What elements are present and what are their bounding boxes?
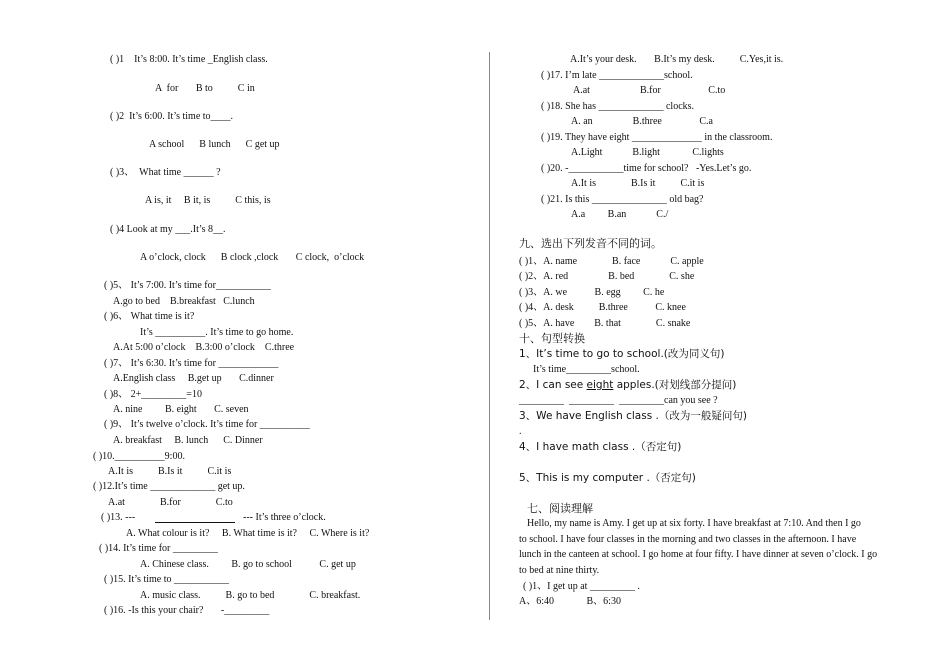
- question-21: ( )21. Is this _______________ old bag?: [541, 194, 704, 205]
- question-10: ( )10.__________9:00.: [93, 451, 185, 462]
- question-6: ( )6、 What time is it?: [104, 311, 195, 322]
- question-12: ( )12.It’s time _____________ get up.: [93, 481, 245, 492]
- question-15-options: A. music class. B. go to bed C. breakfast.: [140, 590, 361, 601]
- question-9-options: A. breakfast B. lunch C. Dinner: [113, 435, 263, 446]
- phonics-3: ( )3、A. we B. egg C. he: [519, 287, 665, 298]
- question-5-options: A.go to bed B.breakfast C.lunch: [113, 296, 255, 307]
- question-16: ( )16. -Is this your chair? -_________: [104, 605, 270, 616]
- reading-paragraph-line-3: lunch in the canteen at school. I go home at four fifty. I have dinner at seven o’clock. I go: [519, 549, 878, 560]
- transform-3: 3、We have English class .（改为一般疑问句): [519, 410, 747, 422]
- question-17-options: A.at B.for C.to: [573, 85, 726, 96]
- column-divider: [489, 52, 490, 620]
- question-3-options: A is, it B it, is C this, is: [145, 195, 271, 206]
- question-6-options: A.At 5:00 o’clock B.3:00 o’clock C.three: [113, 342, 295, 353]
- section-10-title: 十、句型转换: [519, 332, 585, 345]
- question-2: ( )2 It’s 6:00. It’s time to____.: [110, 111, 234, 122]
- question-13-answer: --- It’s three o’clock.: [243, 512, 326, 523]
- underlined-word: eight: [586, 379, 614, 391]
- reading-paragraph-line-2: to school. I have four classes in the morning and two classes in the afternoon. I have: [519, 534, 857, 545]
- transform-5: 5、This is my computer .（否定句): [519, 472, 696, 484]
- question-3: ( )3、 What time ______ ?: [110, 167, 221, 178]
- question-8: ( )8、 2+_________=10: [104, 389, 202, 400]
- transform-2-answer: _________ _________ _________can you see ?: [519, 395, 718, 406]
- section-9-title: 九、选出下列发音不同的词。: [519, 237, 662, 250]
- question-14-options: A. Chinese class. B. go to school C. get up: [140, 559, 356, 570]
- question-2-options: A school B lunch C get up: [149, 139, 280, 150]
- transform-4: 4、I have math class .（否定句): [519, 441, 682, 453]
- question-9: ( )9、 It’s twelve o’clock. It’s time for __________: [104, 419, 310, 430]
- phonics-5: ( )5、A. have B. that C. snake: [519, 318, 691, 329]
- question-7-options: A.English class B.get up C.dinner: [113, 373, 274, 384]
- answer-blank-line: [155, 522, 235, 523]
- question-4: ( )4 Look at my ___.It’s 8__.: [110, 224, 226, 235]
- question-20-options: A.It is B.Is it C.it is: [571, 178, 705, 189]
- question-10-options: A.It is B.Is it C.it is: [108, 466, 232, 477]
- question-15: ( )15. It’s time to ___________: [104, 574, 229, 585]
- question-13: ( )13. ---: [101, 512, 136, 523]
- question-13-options: A. What colour is it? B. What time is it? C. Where is it?: [126, 528, 370, 539]
- question-19-options: A.Light B.light C.lights: [571, 147, 724, 158]
- question-12-options: A.at B.for C.to: [108, 497, 233, 508]
- question-14: ( )14. It’s time for _________: [99, 543, 218, 554]
- transform-2: 2、I can see eight apples.(对划线部分提问): [519, 379, 737, 391]
- reading-question-1: ( )1、I get up at _________ .: [523, 581, 640, 592]
- transform-1: 1、It’s time to go to school.(改为同义句): [519, 348, 725, 360]
- question-4-options: A o’clock, clock B clock ,clock C clock, o’clock: [140, 252, 365, 263]
- question-17: ( )17. I’m late _____________school.: [541, 70, 693, 81]
- question-7: ( )7、 It’s 6:30. It’s time for ____________: [104, 358, 279, 369]
- reading-paragraph-line-4: to bed at nine thirty.: [519, 565, 600, 576]
- question-18-options: A. an B.three C.a: [571, 116, 713, 127]
- question-19: ( )19. They have eight ______________ in the classroom.: [541, 132, 773, 143]
- question-8-options: A. nine B. eight C. seven: [113, 404, 249, 415]
- question-6-line-2: It’s __________. It’s time to go home.: [140, 327, 294, 338]
- question-1: ( )1 It’s 8:00. It’s time _English class.: [110, 54, 268, 65]
- question-20: ( )20. -___________time for school? -Yes.Let’s go.: [541, 163, 752, 174]
- section-7-title: 七、阅读理解: [527, 502, 593, 515]
- question-1-options: A for B to C in: [155, 83, 255, 94]
- transform-3-dot: .: [519, 426, 522, 437]
- question-21-options: A.a B.an C./: [571, 209, 669, 220]
- phonics-4: ( )4、A. desk B.three C. knee: [519, 302, 686, 313]
- reading-paragraph-line-1: Hello, my name is Amy. I get up at six forty. I have breakfast at 7:10. And then I go: [527, 518, 861, 529]
- transform-1-answer: It’s time_________school.: [533, 364, 640, 375]
- question-5: ( )5、 It’s 7:00. It’s time for___________: [104, 280, 271, 291]
- phonics-1: ( )1、A. name B. face C. apple: [519, 256, 704, 267]
- phonics-2: ( )2、A. red B. bed C. she: [519, 271, 695, 282]
- question-16-options: A.It’s your desk. B.It’s my desk. C.Yes,it is.: [570, 54, 784, 65]
- question-18: ( )18. She has _____________ clocks.: [541, 101, 695, 112]
- reading-question-1-options: A、6:40 B、6:30: [519, 596, 621, 607]
